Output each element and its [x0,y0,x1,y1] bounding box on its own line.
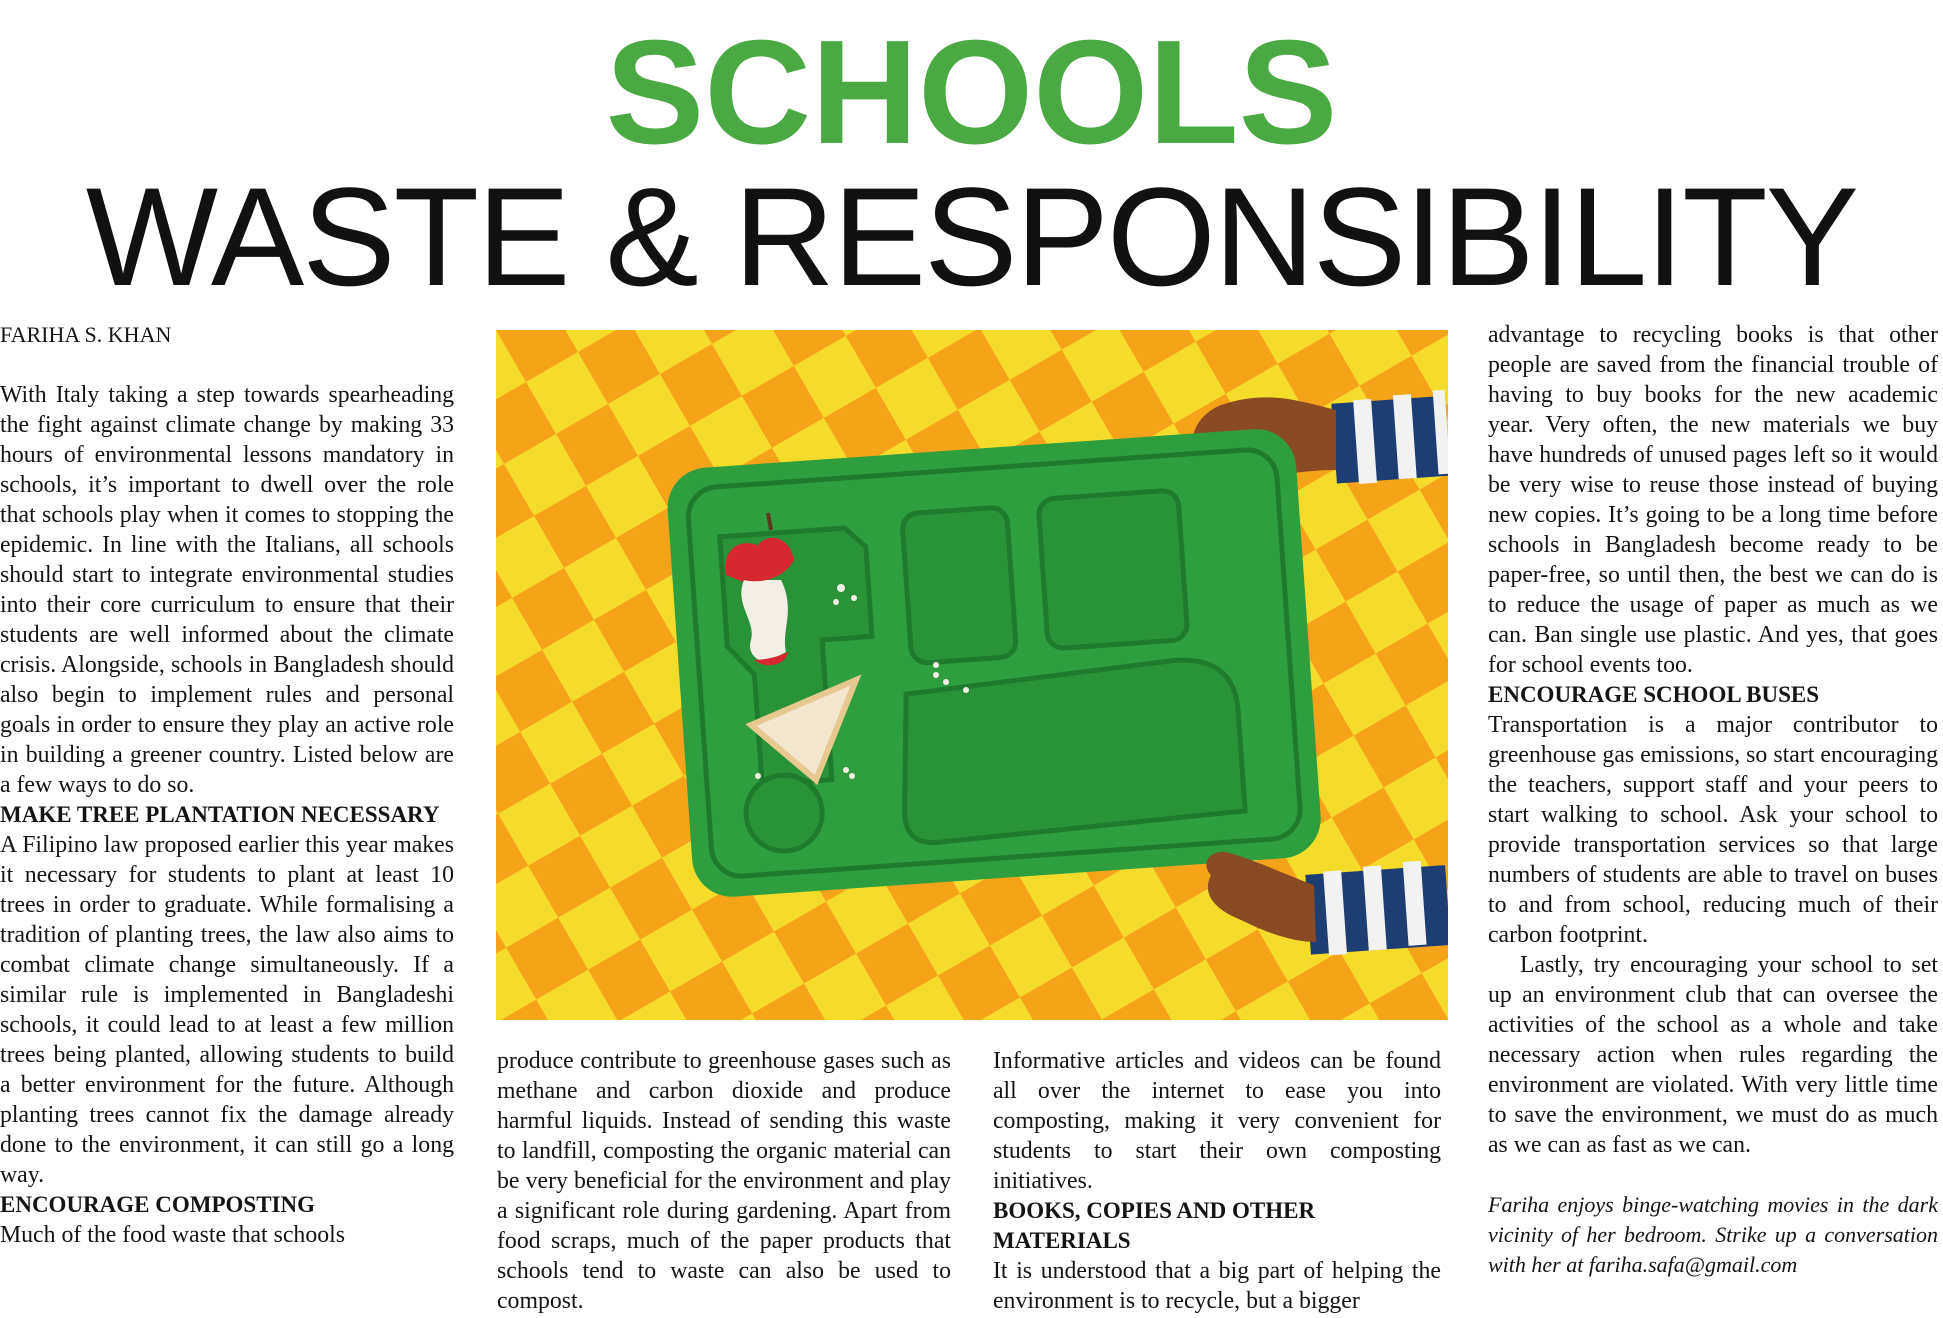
subheading: ENCOURAGE SCHOOL BUSES [1488,682,1820,707]
article-paragraph: Informative articles and videos can be found all over the internet to ease you into composting, making it very convenient for students to start their own composting initiatives. [993,1048,1441,1194]
article-paragraph: advantage to recycling books is that other people are saved from the financial trouble of having to buy books for the new academic year. Very often, the new materials we buy have hundreds of unused pages left so it would be very wise to reuse those instead of buying new copies. It’s going to be a long time before schools in Bangladesh become ready to be paper-free, so until then, the best we can do is to reduce the usage of paper as much as we can. Ban single use plastic. And yes, that goes for school events too. [1488,322,1938,678]
author-bio: Fariha enjoys binge-watching movies in the dark vicinity of her bedroom. Strike up a conversation with her at fariha.safa@gmail.com [1488,1192,1938,1277]
article-paragraph: Transportation is a major contributor to greenhouse gas emissions, so start encouraging the teachers, support staff and your peers to start walking to school. Ask your school to provide transportation services so that large numbers of students are able to travel on buses to and from school, reducing much of their carbon footprint. [1488,712,1938,948]
article-paragraph: A Filipino law proposed earlier this year makes it necessary for students to plant at least 10 trees in order to graduate. While formalising a tradition of planting trees, the law also aims to combat climate change simultaneously. If a similar rule is implemented in Bangladeshi schools, it could lead to at least a few million trees being planted, allowing students to build a better environment for the future. Although planting trees cannot fix the damage already done to the environment, it can still go a long way. [0,832,454,1188]
article-paragraph: With Italy taking a step towards spearheading the fight against climate change by making 33 hours of environmental lessons mandatory in schools, it’s important to dwell over the role that schools play when it comes to stopping the epidemic. In line with the Italians, all schools should start to integrate environmental studies into their core curriculum to ensure that their students are well informed about the climate crisis. Alongside, schools in Bangladesh should also begin to implement rules and personal goals in order to ensure they play an active role in building a greener country. Listed below are a few ways to do so. [0,382,454,798]
article-paragraph: It is understood that a big part of helping the environment is to recycle, but a bigger [993,1258,1441,1314]
byline: FARIHA S. KHAN [0,322,172,347]
subheading: MAKE TREE PLANTATION NECESSARY [0,802,440,827]
subheading: ENCOURAGE COMPOSTING [0,1192,315,1217]
article-column-1 [0,320,454,1250]
article-column-3 [993,1046,1441,1316]
article-paragraph: Lastly, try encouraging your school to set up an environment club that can oversee the activities of the school as a whole and take necessary action when rules regarding the environment are violated. With very little time to save the environment, we must do as much as we can as fast as we can. [1488,952,1938,1158]
article-paragraph: produce contribute to greenhouse gases such as methane and carbon dioxide and produce harmful liquids. Instead of sending this waste to landfill, composting the organic material can be very beneficial for the environment and play a significant role during gardening. Apart from food scraps, much of the paper products that schools tend to waste can also be used to compost. [497,1048,951,1314]
article-paragraph: Much of the food waste that schools [0,1222,345,1248]
lunch-tray-illustration [496,330,1448,1020]
article-column-2 [497,1046,951,1316]
article-column-4 [1488,320,1938,1280]
subheading: BOOKS, COPIES AND OTHER MATERIALS [993,1198,1316,1253]
section-kicker: SCHOOLS [605,10,1338,175]
headline: WASTE & RESPONSIBILITY [85,158,1858,315]
